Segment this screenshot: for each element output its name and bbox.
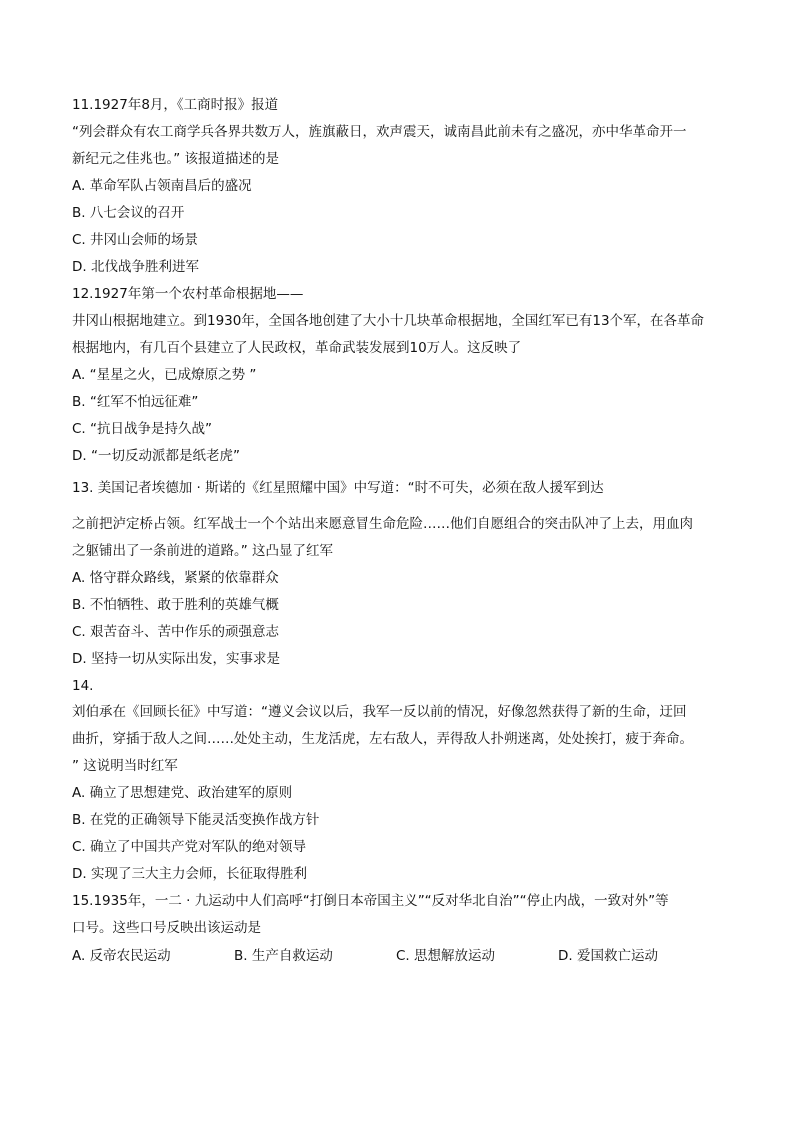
question-11-stem: “列会群众有农工商学兵各界共数万人，旌旗蔽日，欢声震天，诚南昌此前未有之盛况，亦中华革命开一 xyxy=(72,124,687,140)
question-12-option-c: C. “抗日战争是持久战” xyxy=(72,421,212,437)
question-15-stem: 口号。这些口号反映出该运动是 xyxy=(72,920,261,936)
question-12-option-b: B. “红军不怕远征难” xyxy=(72,394,199,410)
question-15-option-c: C. 思想解放运动 xyxy=(396,948,496,964)
question-11-stem: 新纪元之佳兆也。” 该报道描述的是 xyxy=(72,151,280,167)
question-11-option-b: B. 八七会议的召开 xyxy=(72,205,185,221)
question-11-option-d: D. 北伐战争胜利进军 xyxy=(72,259,199,275)
question-11-title: 11.1927年8月，《工商时报》报道 xyxy=(72,97,279,113)
question-12-stem: 根据地内，有几百个县建立了人民政权，革命武装发展到10万人。这反映了 xyxy=(72,340,522,356)
question-15-option-d: D. 爱国救亡运动 xyxy=(558,948,658,964)
question-14-option-b: B. 在党的正确领导下能灵活变换作战方针 xyxy=(72,812,320,828)
question-13-option-a: A. 恪守群众路线，紧紧的依靠群众 xyxy=(72,570,279,586)
question-12-stem: 井冈山根据地建立。到1930年，全国各地创建了大小十几块革命根据地，全国红军已有13个军，在各革命 xyxy=(72,313,705,329)
question-13-stem: 之躯铺出了一条前进的道路。” 这凸显了红军 xyxy=(72,543,334,559)
question-14-option-c: C. 确立了中国共产党对军队的绝对领导 xyxy=(72,839,307,855)
question-13-option-c: C. 艰苦奋斗、苦中作乐的顽强意志 xyxy=(72,624,280,640)
question-13-option-b: B. 不怕牺牲、敢于胜利的英雄气概 xyxy=(72,597,279,613)
question-12-option-a: A. “星星之火，已成燎原之势 ” xyxy=(72,367,257,383)
question-14-stem: 刘伯承在《回顾长征》中写道：“遵义会议以后，我军一反以前的情况，好像忽然获得了新的生命，迂回 xyxy=(72,704,687,720)
question-15-title: 15.1935年，一二 · 九运动中人们高呼“打倒日本帝国主义”“反对华北自治”“停止内战，一致对外”等 xyxy=(72,893,669,909)
question-14-number: 14. xyxy=(72,678,94,694)
question-15-option-a: A. 反帝农民运动 xyxy=(72,948,171,964)
question-13-option-d: D. 坚持一切从实际出发，实事求是 xyxy=(72,651,280,667)
question-13-stem: 之前把泸定桥占领。红军战士一个个站出来愿意冒生命危险……他们自愿组合的突击队冲了上去，用血肉 xyxy=(72,516,693,532)
question-12-title: 12.1927年第一个农村革命根据地—— xyxy=(72,286,304,302)
question-15-option-b: B. 生产自救运动 xyxy=(234,948,333,964)
question-14-stem: ” 这说明当时红军 xyxy=(72,758,178,774)
question-11-option-a: A. 革命军队占领南昌后的盛况 xyxy=(72,178,252,194)
question-14-option-a: A. 确立了思想建党、政治建军的原则 xyxy=(72,785,293,801)
question-13-title: 13. 美国记者埃德加 · 斯诺的《红星照耀中国》中写道：“时不可失，必须在敌人援军到达 xyxy=(72,480,604,496)
question-14-option-d: D. 实现了三大主力会师，长征取得胜利 xyxy=(72,866,307,882)
question-14-stem: 曲折，穿插于敌人之间……处处主动，生龙活虎，左右敌人，弄得敌人扑朔迷离，处处挨打，疲于奔命。 xyxy=(72,731,693,747)
question-12-option-d: D. “一切反动派都是纸老虎” xyxy=(72,448,240,464)
question-11-option-c: C. 井冈山会师的场景 xyxy=(72,232,199,248)
